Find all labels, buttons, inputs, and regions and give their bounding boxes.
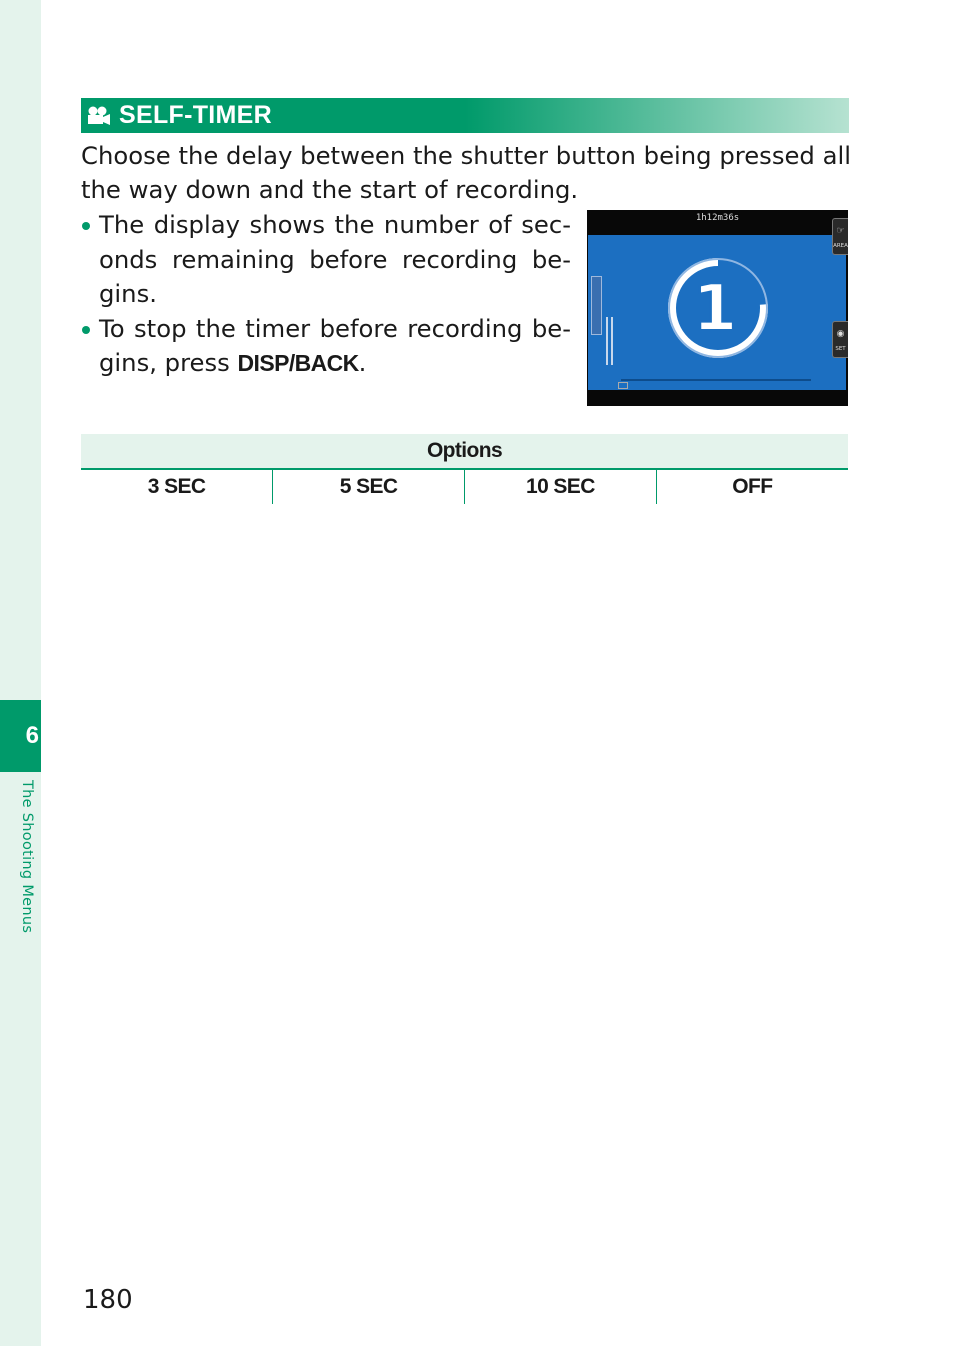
level-meter [591, 276, 602, 335]
section-title: SELF-TIMER [119, 101, 272, 129]
option-cell: 3 SEC [147, 475, 206, 498]
countdown-value: 1 [692, 272, 738, 346]
countdown-dial [665, 255, 771, 361]
bullet-text-before: To stop the timer before recording begins, press [99, 313, 571, 377]
option-cell: 10 SEC [465, 469, 657, 504]
disp-back-key: DISP/BACK [237, 350, 359, 376]
progress-line [621, 379, 811, 381]
remaining-time: 1h12m36s [695, 213, 740, 223]
bullet-list [81, 208, 571, 381]
area-button [832, 218, 848, 255]
page-number: 180 [83, 1285, 133, 1315]
bullet-text-after: . [358, 348, 367, 377]
option-cell: OFF [656, 469, 848, 504]
chapter-number: 6 [25, 722, 39, 749]
options-header: Options [81, 434, 848, 469]
bullet-item [81, 312, 571, 381]
bullet-dot [82, 222, 90, 230]
chapter-tab [0, 700, 41, 772]
bullet-dot [82, 326, 90, 334]
chapter-title: The Shooting Menus [19, 780, 35, 934]
area-button-label: AREA [833, 243, 848, 249]
set-button-label: SET [835, 346, 846, 352]
option-cell: 5 SEC [273, 469, 465, 504]
movie-camera-icon [85, 105, 111, 127]
set-button [832, 321, 848, 358]
hand-icon: ☞ [836, 226, 845, 236]
section-heading [81, 98, 849, 133]
side-strip [0, 0, 41, 1346]
bullet-text: The display shows the number of seconds remaining before recording begins. [99, 210, 571, 308]
audio-level-meter [606, 317, 614, 365]
options-table [81, 434, 848, 504]
bullet-item [81, 208, 571, 312]
movie-camera-small-icon: ◉ [836, 329, 845, 339]
camera-screen-illustration [587, 210, 848, 406]
card-icon [618, 382, 628, 389]
table-row [81, 469, 848, 504]
intro-text: Choose the delay between the shutter button being pressed all the way down and the start of recording. [81, 141, 851, 204]
